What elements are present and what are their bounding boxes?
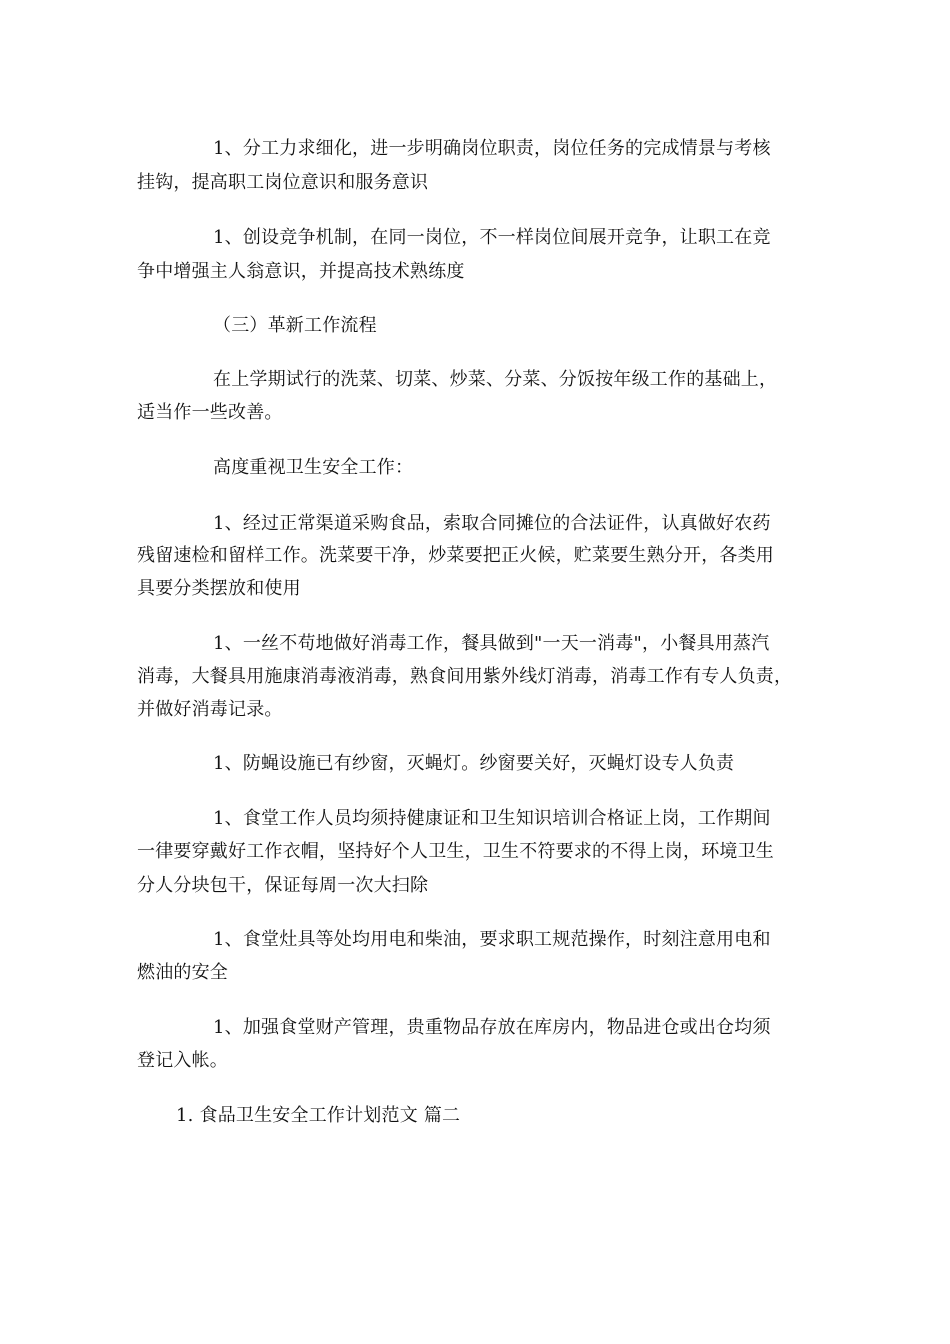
paragraph-10-line-1: 1、食堂灶具等处均用电和柴油，要求职工规范操作，时刻注意用电和 <box>213 929 771 950</box>
paragraph-7-line-1: 1、一丝不苟地做好消毒工作，餐具做到"一天一消毒"，小餐具用蒸汽 <box>213 633 770 654</box>
paragraph-8-line-1: 1、防蝇设施已有纱窗，灭蝇灯。纱窗要关好，灭蝇灯设专人负责 <box>213 753 735 774</box>
paragraph-9-line-1: 1、食堂工作人员均须持健康证和卫生知识培训合格证上岗，工作期间 <box>213 808 771 829</box>
section-title-part-two: 1. 食品卫生安全工作计划范文 篇二 <box>176 1105 461 1126</box>
paragraph-6-line-2: 残留速检和留样工作。洗菜要干净，炒菜要把正火候，贮菜要生熟分开，各类用 <box>137 545 774 566</box>
paragraph-7-line-2: 消毒，大餐具用施康消毒液消毒，熟食间用紫外线灯消毒，消毒工作有专人负责， <box>137 666 793 687</box>
paragraph-4-line-2: 适当作一些改善。 <box>137 402 283 423</box>
paragraph-11-line-1: 1、加强食堂财产管理，贵重物品存放在库房内，物品进仓或出仓均须 <box>213 1017 771 1038</box>
paragraph-1-line-1: 1、分工力求细化，进一步明确岗位职责，岗位任务的完成情景与考核 <box>213 138 771 159</box>
paragraph-6-line-1: 1、经过正常渠道采购食品，索取合同摊位的合法证件，认真做好农药 <box>213 513 771 534</box>
paragraph-7-line-3: 并做好消毒记录。 <box>137 699 283 720</box>
paragraph-5-line-1: 高度重视卫生安全工作： <box>213 457 414 478</box>
paragraph-11-line-2: 登记入帐。 <box>137 1050 228 1071</box>
paragraph-2-line-2: 争中增强主人翁意识，并提高技术熟练度 <box>137 261 465 282</box>
paragraph-10-line-2: 燃油的安全 <box>137 962 228 983</box>
section-heading-3: （三）革新工作流程 <box>213 315 377 336</box>
paragraph-1-line-2: 挂钩，提高职工岗位意识和服务意识 <box>137 172 429 193</box>
paragraph-4-line-1: 在上学期试行的洗菜、切菜、炒菜、分菜、分饭按年级工作的基础上， <box>213 369 778 390</box>
paragraph-9-line-2: 一律要穿戴好工作衣帽，坚持好个人卫生，卫生不符要求的不得上岗，环境卫生 <box>137 841 774 862</box>
paragraph-2-line-1: 1、创设竞争机制，在同一岗位，不一样岗位间展开竞争，让职工在竞 <box>213 227 771 248</box>
paragraph-6-line-3: 具要分类摆放和使用 <box>137 578 301 599</box>
paragraph-9-line-3: 分人分块包干，保证每周一次大扫除 <box>137 875 429 896</box>
